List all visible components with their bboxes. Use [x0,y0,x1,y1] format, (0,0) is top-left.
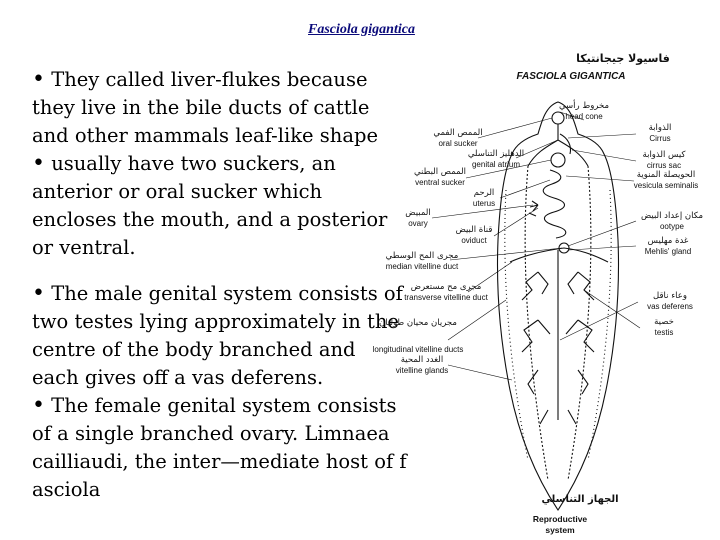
paragraph-liver-flukes [32,66,392,150]
svg-text:الذوابة: الذوابة [648,123,672,133]
svg-text:genital atrium: genital atrium [471,160,521,169]
text-line: • usually have two suckers, an [32,151,336,176]
label-uterus [473,188,495,208]
text-line: encloses the mouth, and a posterior [32,208,388,231]
label-ovary [405,208,430,228]
svg-text:مخروط رأسي: مخروط رأسي [558,101,610,111]
paragraph-male-genital [32,280,403,392]
bullet-icon: • [32,67,45,92]
label-vesicula-seminalis [634,170,698,190]
svg-text:median vitelline duct: median vitelline duct [385,262,459,271]
svg-text:وعاء ناقل: وعاء ناقل [653,291,687,301]
svg-text:المبيض: المبيض [405,208,431,218]
svg-text:مكان إعداد البيض: مكان إعداد البيض [640,211,704,221]
svg-text:ovary: ovary [408,219,428,228]
svg-text:مجرى المح الوسطي: مجرى المح الوسطي [385,251,459,261]
svg-text:vas deferens: vas deferens [647,302,693,311]
labels-center [456,149,525,245]
svg-text:غدة مهليس: غدة مهليس [647,236,689,246]
svg-text:الممص الفمي: الممص الفمي [433,128,483,138]
svg-text:مجريان محيان طوليان: مجريان محيان طوليان [379,318,457,328]
text-line: • The female genital system consists [32,393,397,418]
svg-text:ootype: ootype [659,222,685,231]
svg-text:transverse vitelline duct: transverse vitelline duct [404,293,488,302]
text-line: cailliaudi, the inter—mediate host of f [32,450,407,473]
label-vas-deferens [647,291,693,311]
slide-title: Fasciola gigantica [308,22,415,37]
label-ootype [641,211,703,231]
svg-text:خصية: خصية [654,317,674,327]
label-vitelline-glands [396,355,448,375]
svg-text:Mehlis' gland: Mehlis' gland [644,247,692,256]
body-text [32,66,407,504]
text-line: two testes lying approximately in the [32,310,399,333]
svg-text:oviduct: oviduct [461,236,487,245]
label-testis [654,317,674,337]
paragraph-suckers [32,150,392,262]
svg-text:الرحم: الرحم [473,188,495,198]
fasciola-diagram [372,40,720,540]
svg-text:testis: testis [654,328,674,337]
bullet-icon: • [32,393,45,418]
text-line: each gives off a vas deferens. [32,366,324,389]
caption-en-line2: system [545,525,575,535]
label-cirrus-sac [643,150,687,170]
text-line: • The male genital system consists of [32,281,403,306]
label-genital-atrium [468,149,524,169]
svg-text:الحويصلة المنوية: الحويصلة المنوية [636,170,696,180]
label-transverse-vitelline-duct [404,282,488,302]
svg-text:الممص البطني: الممص البطني [413,167,467,177]
text-line: they live in the bile ducts of cattle [32,96,370,119]
svg-text:قناة البيض: قناة البيض [455,225,493,235]
svg-text:longitudinal vitelline ducts: longitudinal vitelline ducts [372,345,464,354]
leader-lines [432,112,640,380]
label-ventral-sucker [414,167,466,187]
svg-text:uterus: uterus [472,199,496,208]
text-line: or ventral. [32,236,136,259]
svg-text:مجرى مح مستعرض: مجرى مح مستعرض [410,282,482,292]
bullet-icon: • [32,151,45,176]
paragraph-female-genital [32,392,407,504]
label-oral-sucker [433,128,482,148]
label-oviduct [456,225,493,245]
text-line: and other mammals leaf-like shape [32,124,378,147]
text-line: asciola [32,478,101,501]
caption-ar: الجهاز التناسلي [541,494,619,505]
svg-text:vitelline glands: vitelline glands [395,366,449,375]
figure-title-en: FASCIOLA GIGANTICA [516,71,626,82]
svg-text:head cone: head cone [565,112,603,121]
figure-title-ar: فاسيولا جيجانتيكا [576,52,670,65]
bullet-icon: • [32,281,45,306]
svg-text:oral sucker: oral sucker [438,139,478,148]
text-line: of a single branched ovary. Limnaea [32,422,390,445]
label-cirrus [649,123,672,143]
text-line: centre of the body branched and [32,338,356,361]
svg-text:كيس الذوابة: كيس الذوابة [642,150,686,160]
svg-text:ventral sucker: ventral sucker [415,178,465,187]
label-mehlis-gland [645,236,691,256]
svg-text:الغدد المحية: الغدد المحية [400,355,444,365]
text-line: • They called liver-flukes because [32,67,368,92]
svg-text:Cirrus: Cirrus [649,134,671,143]
diagram-svg [372,40,720,540]
svg-text:الدهليز التناسلي: الدهليز التناسلي [467,149,525,159]
label-median-vitelline-duct [386,251,459,271]
svg-text:vesicula seminalis: vesicula seminalis [633,181,699,190]
label-head-cone [559,99,609,121]
svg-text:cirrus sac: cirrus sac [646,161,682,170]
caption-en-line1: Reproductive [532,514,588,524]
text-line: anterior or oral sucker which [32,180,323,203]
